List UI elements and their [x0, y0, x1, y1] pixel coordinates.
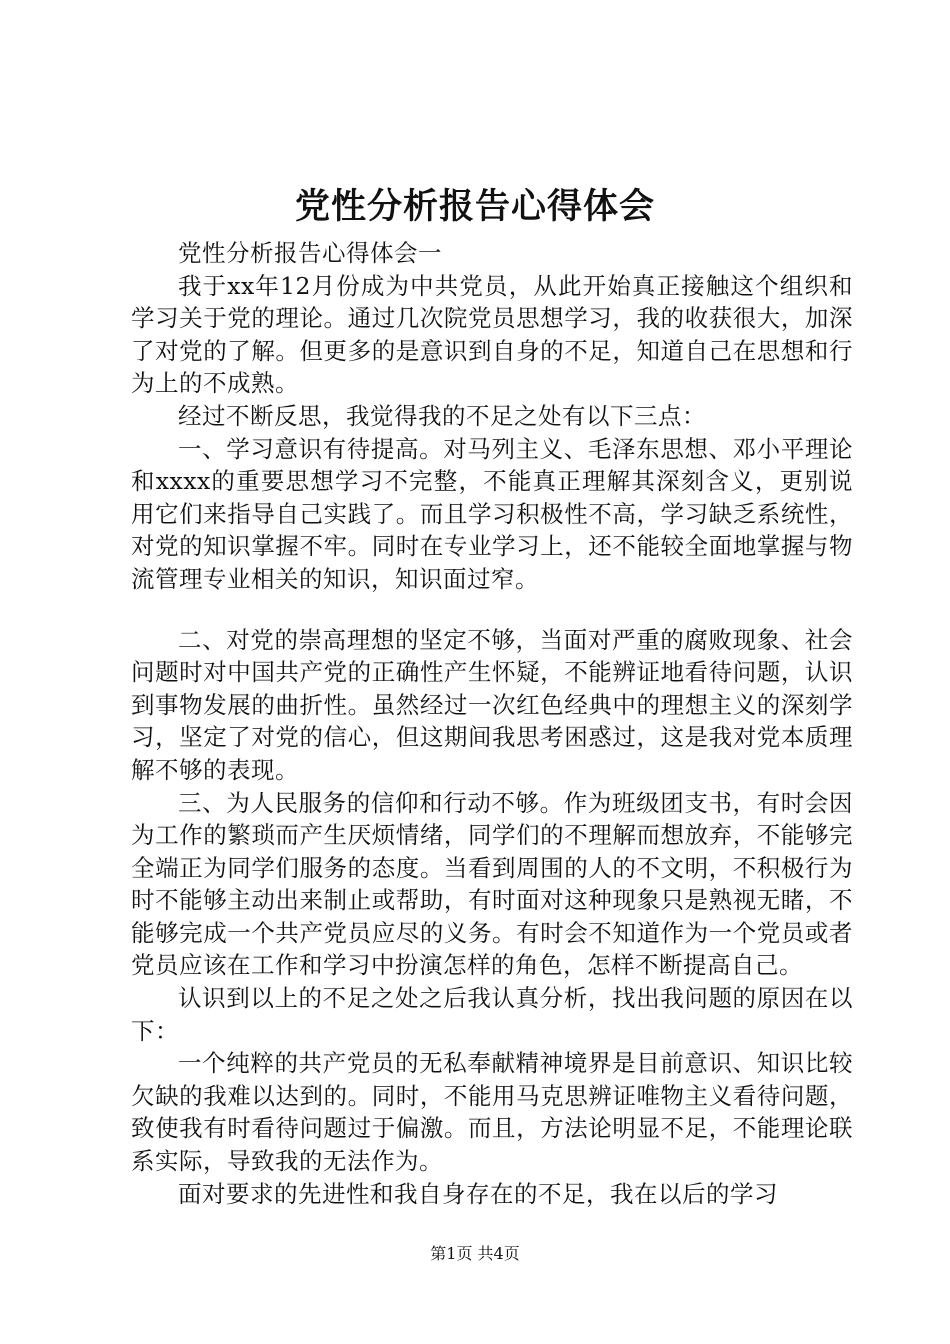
paragraph-point-three: 三、为人民服务的信仰和行动不够。作为班级团支书，有时会因为工作的繁琐而产生厌烦情绪，同学们的不理解而想放弃，不能够完全端正为同学们服务的态度。当看到周围的人的不文明，不积极行为时不能够主动出来制止或帮助，有时面对这种现象只是熟视无睹，不能够完成一个共产党员应尽的义务。有时会不知道作为一个党员或者党员应该在工作和学习中扮演怎样的角色，怎样不断提高自己。 — [131, 788, 853, 980]
paragraph-reasons: 一个纯粹的共产党员的无私奉献精神境界是目前意识、知识比较欠缺的我难以达到的。同时，不能用马克思辨证唯物主义看待问题，致使我有时看待问题过于偏激。而且，方法论明显不足，不能理论联系实际，导致我的无法作为。 — [131, 1049, 853, 1176]
paragraph-analysis: 认识到以上的不足之处之后我认真分析，找出我问题的原因在以下： — [131, 984, 853, 1045]
paragraph-subtitle: 党性分析报告心得体会一 — [178, 239, 442, 267]
page-footer: 第1页 共4页 — [430, 1244, 520, 1263]
paragraph-conclusion: 面对要求的先进性和我自身存在的不足，我在以后的学习 — [178, 1179, 778, 1208]
paragraph-intro: 我于xx年12月份成为中共党员，从此开始真正接触这个组织和学习关于党的理论。通过几次院党员思想学习，我的收获很大，加深了对党的了解。但更多的是意识到自身的不足，知道自己在思想和行为上的不成熟。 — [131, 271, 853, 398]
paragraph-point-one: 一、学习意识有待提高。对马列主义、毛泽东思想、邓小平理论和xxxx的重要思想学习不完整，不能真正理解其深刻含义，更别说用它们来指导自己实践了。而且学习积极性不高，学习缺乏系统性，对党的知识掌握不牢。同时在专业学习上，还不能较全面地掌握与物流管理专业相关的知识，知识面过窄。 — [131, 434, 853, 593]
paragraph-reflection: 经过不断反思，我觉得我的不足之处有以下三点： — [178, 401, 706, 430]
document-title: 党性分析报告心得体会 — [294, 186, 655, 227]
paragraph-point-two: 二、对党的崇高理想的坚定不够，当面对严重的腐败现象、社会问题时对中国共产党的正确性产生怀疑，不能辨证地看待问题，认识到事物发展的曲折性。虽然经过一次红色经典中的理想主义的深刻学习，坚定了对党的信心，但这期间我思考困惑过，这是我对党本质理解不够的表现。 — [131, 625, 853, 784]
document-body — [131, 237, 853, 1210]
